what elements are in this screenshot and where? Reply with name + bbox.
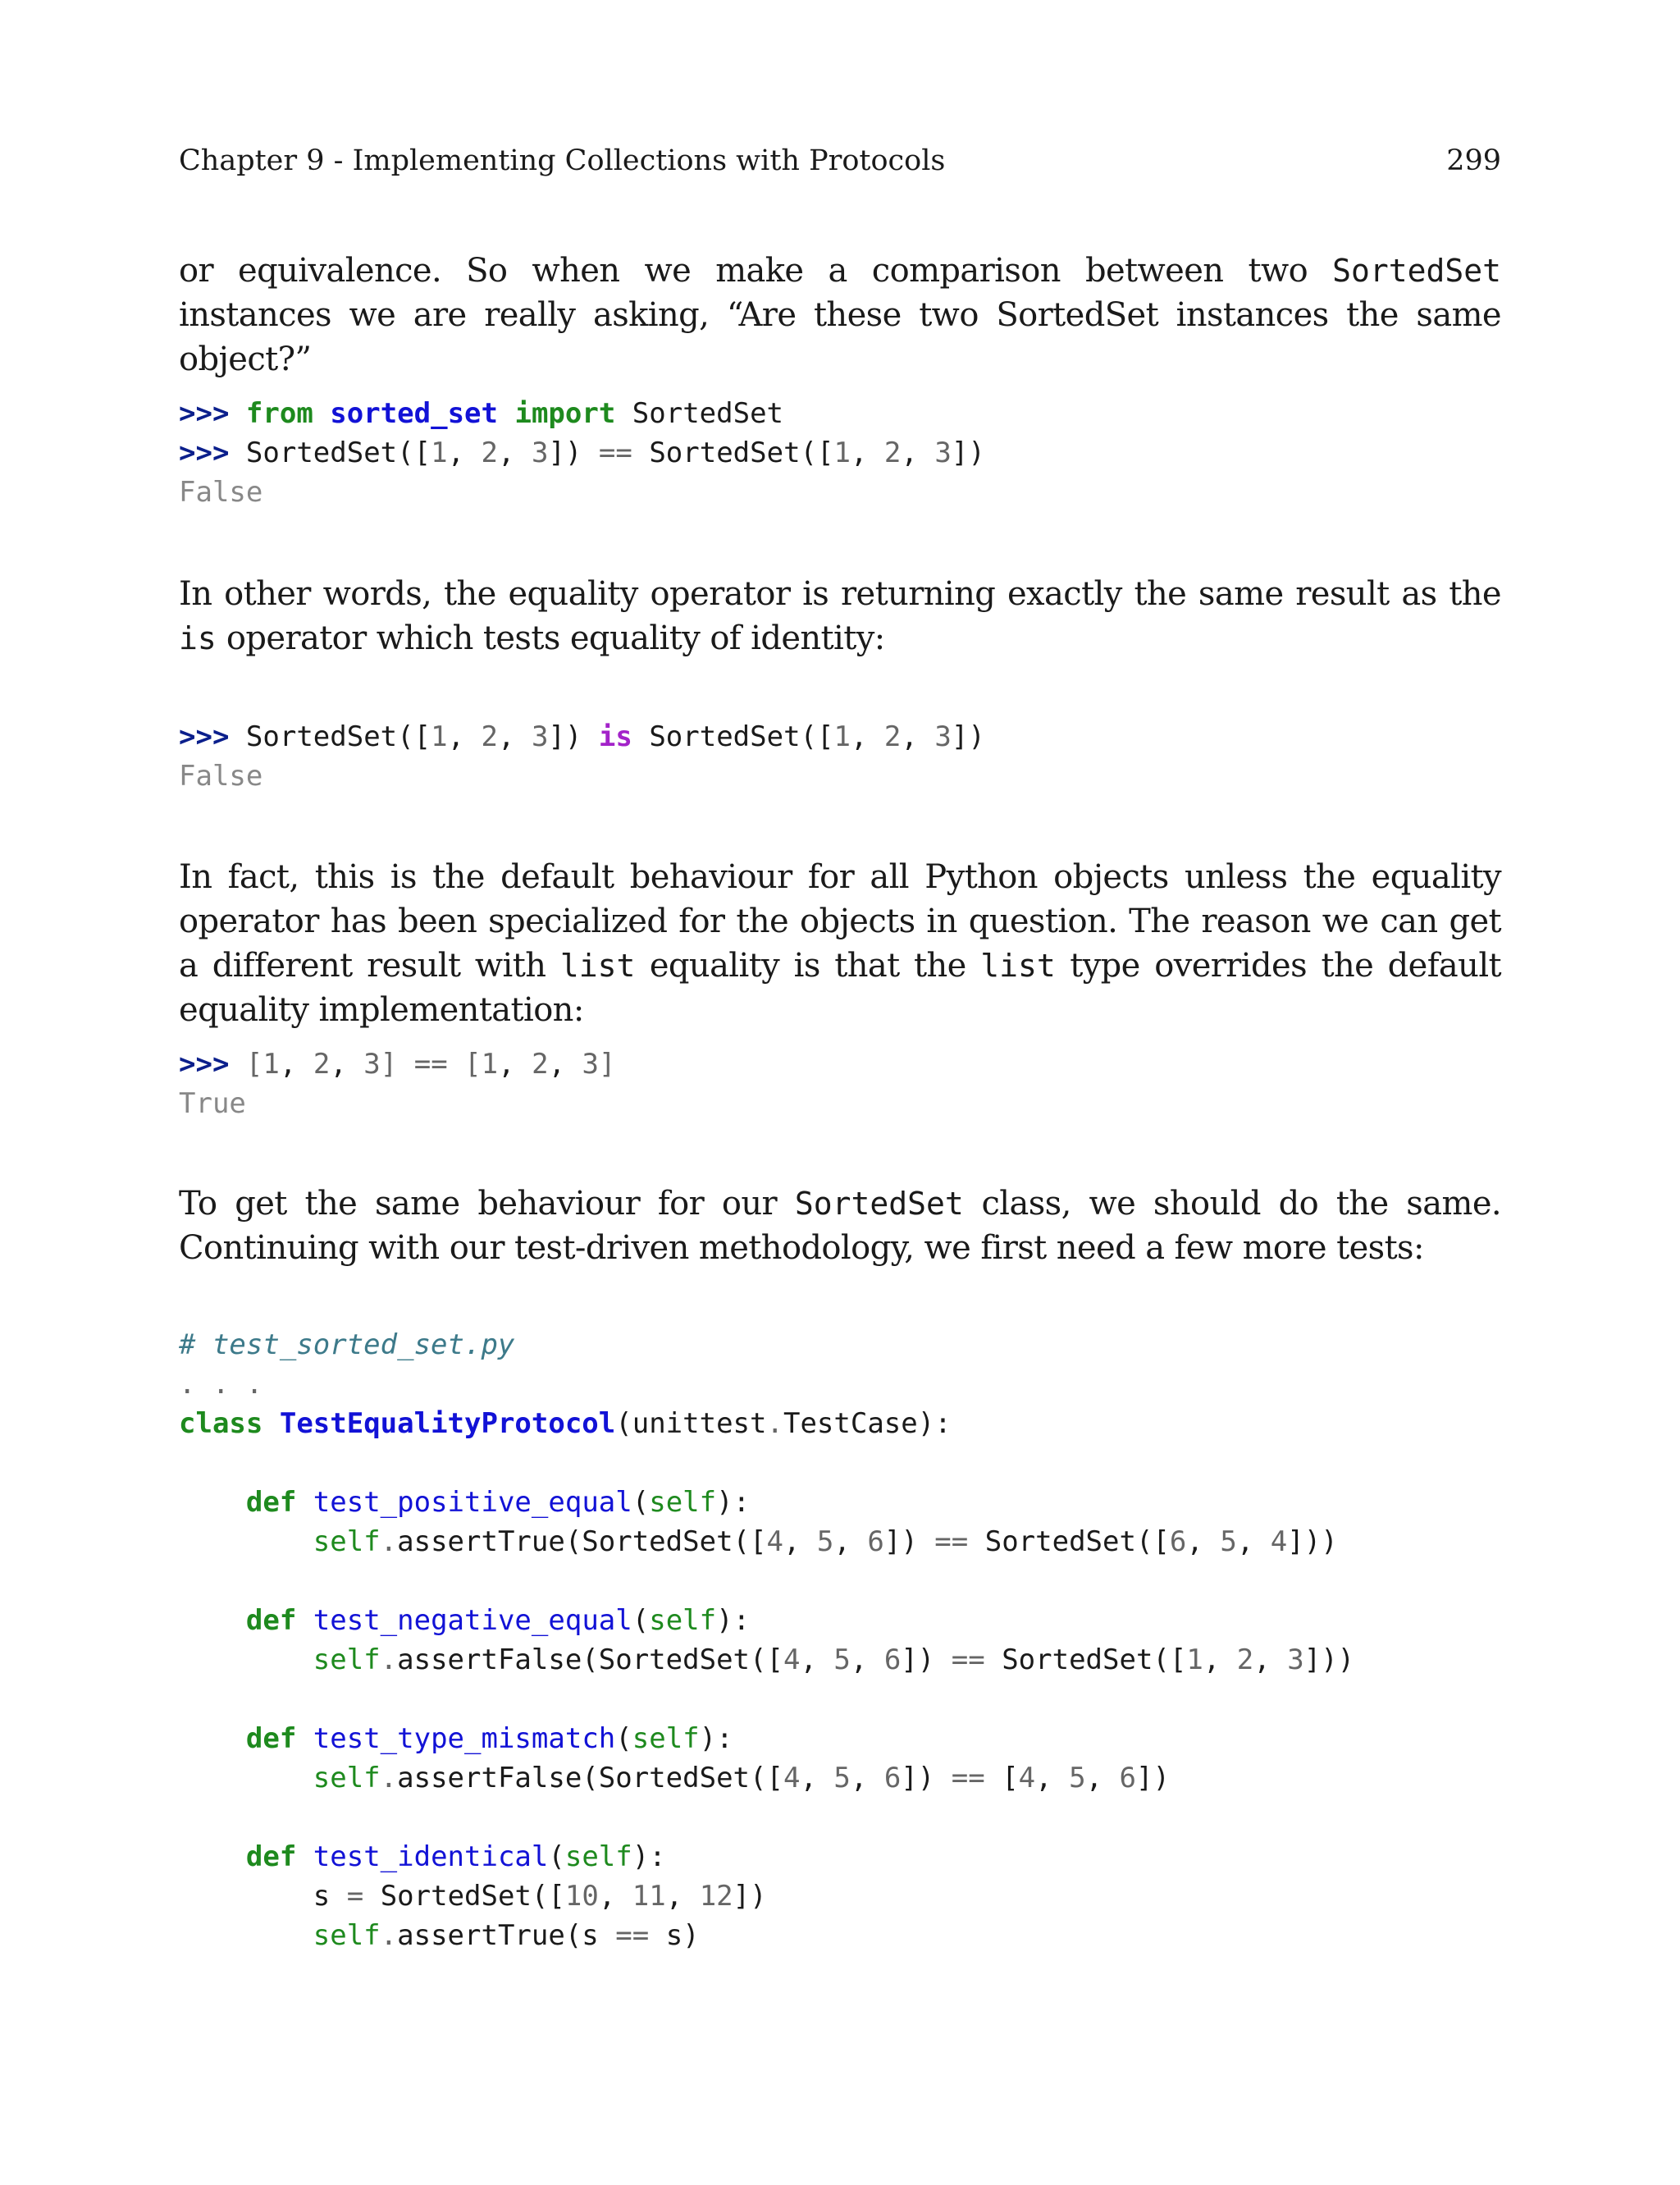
- prompt: >>>: [179, 1048, 230, 1081]
- identifier: SortedSet: [632, 397, 784, 430]
- output: False: [179, 476, 263, 509]
- operator: ==: [934, 1525, 969, 1558]
- number: 4: [783, 1643, 801, 1676]
- code-text: ]): [548, 720, 582, 753]
- self-ref: self: [313, 1525, 381, 1558]
- number: 1: [481, 1048, 499, 1081]
- code-text: ]): [951, 437, 985, 469]
- number: 5: [1069, 1762, 1086, 1794]
- keyword: def: [245, 1604, 297, 1637]
- number: 2: [313, 1048, 331, 1081]
- code-text: SortedSet([: [245, 720, 431, 753]
- paragraph-equivalence: [179, 249, 1501, 382]
- code-text: assertTrue(s: [397, 1919, 599, 1952]
- keyword: def: [245, 1840, 297, 1873]
- code-block-tests: # test_sorted_set.py . . . class TestEqualityProtocol(unittest.TestCase): def test_positive_equal(self): self.assertTrue(SortedSet([4, 5, 6]) == SortedSet([6, 5, 4])) def test_negative_equal(self): self.assertFalse(SortedSet([4, 5, 6]) == SortedSet([1, 2, 3])) def test_type_mismatch(self): self.assertFalse(SortedSet([4, 5, 6]) == [4, 5, 6]) def test_identical(self): s = SortedSet([10, 11, 12]) self.assertTrue(s == s): [179, 1328, 1355, 1952]
- operator: is: [598, 720, 632, 753]
- number: 6: [883, 1643, 902, 1676]
- number: 4: [766, 1525, 783, 1558]
- bracket: [: [245, 1048, 263, 1081]
- self-ref: self: [313, 1919, 381, 1952]
- number: 11: [632, 1880, 666, 1913]
- text-run: In fact, this is the default behaviour for all Python objects unless the equality operator has been specialized for the objects in question. The reason we can get a different result with: [179, 858, 1501, 985]
- number: 3: [582, 1048, 599, 1081]
- code-text: ])): [1287, 1525, 1338, 1558]
- number: 2: [481, 720, 498, 753]
- comment: # test_sorted_set.py: [179, 1328, 515, 1361]
- prompt: >>>: [179, 437, 230, 469]
- prompt: >>>: [179, 397, 230, 430]
- keyword: class: [179, 1407, 263, 1440]
- running-header: [179, 144, 1501, 185]
- bracket: ]: [599, 1048, 616, 1081]
- number: 1: [1186, 1643, 1203, 1676]
- ellipsis: . . .: [179, 1368, 263, 1401]
- text-run: or equivalence. So when we make a comparison between two: [179, 252, 1333, 290]
- self-param: self: [564, 1840, 632, 1873]
- code-text: SortedSet([: [1002, 1643, 1187, 1676]
- inline-code: SortedSet: [794, 1186, 964, 1222]
- text-run: type overrides the default equality implementation:: [179, 947, 1502, 1029]
- code-text: SortedSet([: [649, 437, 834, 469]
- code-text: ]): [733, 1880, 767, 1913]
- code-text: ]): [901, 1643, 935, 1676]
- code-block-is: >>> SortedSet([1, 2, 3]) is SortedSet([1, 2, 3]) False: [179, 720, 985, 793]
- keyword: def: [245, 1486, 297, 1519]
- chapter-title: Chapter 9 - Implementing Collections with Protocols: [179, 144, 946, 177]
- code-text: ]): [951, 720, 985, 753]
- paragraph-identity: [179, 572, 1501, 661]
- number: 1: [431, 437, 448, 469]
- code-text: SortedSet([: [649, 720, 834, 753]
- number: 6: [867, 1525, 884, 1558]
- inline-code: is: [179, 620, 217, 656]
- bracket: [: [464, 1048, 482, 1081]
- number: 2: [532, 1048, 549, 1081]
- number: 4: [1270, 1525, 1288, 1558]
- keyword: import: [514, 397, 616, 430]
- code-text: ]): [1136, 1762, 1170, 1794]
- number: 5: [816, 1525, 834, 1558]
- keyword: def: [245, 1722, 297, 1755]
- number: 1: [833, 720, 851, 753]
- function-name: test_negative_equal: [313, 1604, 632, 1637]
- operator: .: [766, 1407, 783, 1440]
- number: 3: [1287, 1643, 1304, 1676]
- self-param: self: [632, 1722, 700, 1755]
- number: 1: [833, 437, 851, 469]
- number: 3: [531, 437, 549, 469]
- number: 2: [1236, 1643, 1254, 1676]
- operator: =: [346, 1880, 364, 1913]
- keyword: from: [245, 397, 313, 430]
- code-text: SortedSet([: [245, 437, 431, 469]
- number: 3: [934, 720, 952, 753]
- number: 5: [833, 1762, 851, 1794]
- code-text: ]): [548, 437, 582, 469]
- function-name: test_positive_equal: [313, 1486, 632, 1519]
- text-run: In other words, the equality operator is returning exactly the same result as the: [179, 575, 1501, 613]
- inline-code: list: [559, 948, 636, 984]
- number: 2: [883, 437, 902, 469]
- operator: ==: [598, 437, 632, 469]
- code-block-equality: >>> from sorted_set import SortedSet >>> SortedSet([1, 2, 3]) == SortedSet([1, 2, 3]) False: [179, 397, 985, 509]
- paragraph-default-behaviour: [179, 855, 1501, 1032]
- output: False: [179, 760, 263, 793]
- code-text: assertTrue(SortedSet([: [397, 1525, 767, 1558]
- code-text: assertFalse(SortedSet([: [397, 1643, 783, 1676]
- number: 3: [531, 720, 549, 753]
- code-text: ]): [901, 1762, 935, 1794]
- number: 4: [1018, 1762, 1036, 1794]
- inline-code: list: [980, 948, 1056, 984]
- number: 5: [833, 1643, 851, 1676]
- bracket: ]: [380, 1048, 398, 1081]
- paragraph-test-driven: [179, 1182, 1501, 1270]
- text-run: operator which tests equality of identity:: [216, 619, 885, 657]
- function-name: test_type_mismatch: [313, 1722, 616, 1755]
- function-name: test_identical: [313, 1840, 549, 1873]
- number: 6: [883, 1762, 902, 1794]
- number: 12: [699, 1880, 733, 1913]
- text-run: class, we should do the same. Continuing with our test-driven methodology, we first need a few more tests:: [179, 1185, 1501, 1267]
- number: 2: [481, 437, 498, 469]
- number: 1: [262, 1048, 280, 1081]
- code-text: (unittest: [615, 1407, 767, 1440]
- self-ref: self: [313, 1762, 381, 1794]
- operator: ==: [951, 1643, 985, 1676]
- operator: ==: [951, 1762, 985, 1794]
- variable: s: [313, 1880, 331, 1913]
- inline-code: SortedSet: [1332, 253, 1501, 289]
- page-number: 299: [1446, 144, 1501, 177]
- operator: ==: [615, 1919, 650, 1952]
- self-ref: self: [313, 1643, 381, 1676]
- code-text: TestCase):: [783, 1407, 952, 1440]
- number: 1: [431, 720, 448, 753]
- output: True: [179, 1087, 246, 1120]
- number: 3: [363, 1048, 381, 1081]
- number: 3: [934, 437, 952, 469]
- text-run: instances we are really asking, “Are these two SortedSet instances the same object?”: [179, 296, 1501, 378]
- number: 6: [1119, 1762, 1137, 1794]
- code-text: assertFalse(SortedSet([: [397, 1762, 783, 1794]
- code-text: [: [1002, 1762, 1019, 1794]
- code-text: SortedSet([: [380, 1880, 565, 1913]
- number: 4: [783, 1762, 801, 1794]
- text-run: equality is that the: [635, 947, 981, 985]
- code-text: s): [665, 1919, 700, 1952]
- code-block-list-equality: >>> [1, 2, 3] == [1, 2, 3] True: [179, 1048, 616, 1120]
- module-name: sorted_set: [330, 397, 498, 430]
- text-run: To get the same behaviour for our: [179, 1185, 795, 1223]
- number: 2: [883, 720, 902, 753]
- number: 10: [564, 1880, 599, 1913]
- self-param: self: [649, 1604, 717, 1637]
- self-param: self: [649, 1486, 717, 1519]
- class-name: TestEqualityProtocol: [279, 1407, 616, 1440]
- code-text: SortedSet([: [984, 1525, 1170, 1558]
- code-text: ]): [883, 1525, 918, 1558]
- number: 6: [1169, 1525, 1187, 1558]
- prompt: >>>: [179, 720, 230, 753]
- number: 5: [1220, 1525, 1237, 1558]
- operator: ==: [413, 1048, 448, 1081]
- code-text: ])): [1303, 1643, 1355, 1676]
